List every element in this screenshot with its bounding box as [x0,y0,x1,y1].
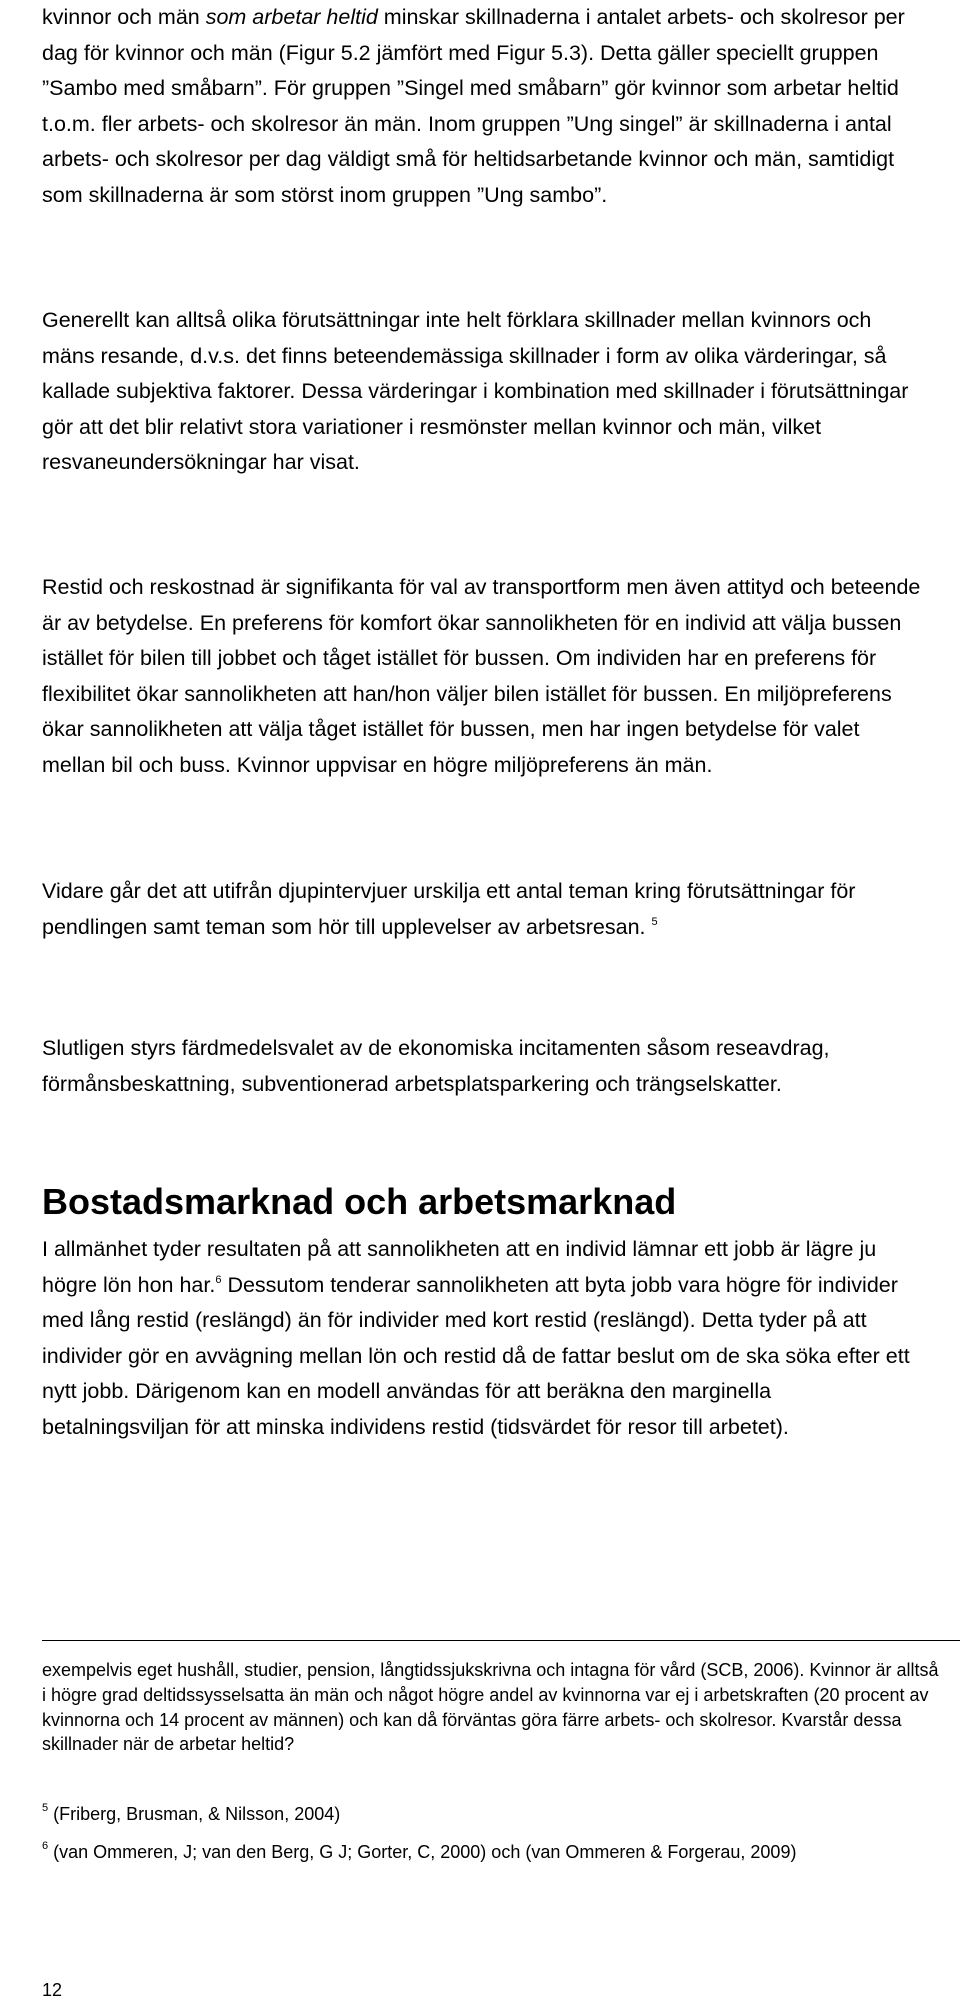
body-paragraph: Slutligen styrs färdmedelsvalet av de ekonomiska incitamenten såsom reseavdrag, förmånsbeskattning, subventionerad arbetsplatsparkering och trängselskatter. [42,1036,830,1096]
footnote-6 [42,1840,942,1865]
paragraph-text: minskar skillnaderna i antalet arbets- och skolresor per dag för kvinnor och män (Figur 5.2 jämfört med Figur 5.3). Detta gäller speciellt gruppen ”Sambo med småbarn”. För gruppen ”Singel med småbarn” gör kvinnor som arbetar heltid t.o.m. fler arbets- och skolresor än män. Inom gruppen ”Ung singel” är skillnaderna i antal arbets- och skolresor per dag väldigt små för heltidsarbetande kvinnor och män, samtidigt som skillnaderna är som störst inom gruppen ”Ung sambo”. [42,5,905,207]
page-number: 12 [42,1980,63,2000]
paragraph-text: Dessutom tenderar sannolikheten att byta jobb vara högre för individer med lång restid (reslängd) än för individer med kort restid (reslängd). Detta tyder på att individer gör en avvägning mellan lön och restid då de fattar beslut om de ska söka efter ett nytt jobb. Därigenom kan en modell användas för att beräkna den marginella betalningsviljan för att minska individens restid (tidsvärdet för resor till arbetet). [42,1272,910,1439]
body-paragraph: Restid och reskostnad är signifikanta för val av transportform men även attityd och beteende är av betydelse. En preferens för komfort ökar sannolikheten för en individ att välja bussen istället för bilen till jobbet och tåget istället för bussen. Om individen har en preferens för flexibilitet ökar sannolikheten att han/hon väljer bilen istället för bussen. En miljöpreferens ökar sannolikheten att välja tåget istället för bussen, men har ingen betydelse för valet mellan bil och buss. Kvinnor uppvisar en högre miljöpreferens än män. [42,575,921,777]
footnote-reference: 6 [215,1273,222,1286]
footnote-number: 6 [42,1840,49,1852]
body-paragraph [42,874,922,945]
emphasis-text: som arbetar heltid [205,5,378,29]
footnote-text: (van Ommeren, J; van den Berg, G J; Gorter, C, 2000) och (van Ommeren & Forgerau, 2009) [48,1842,797,1862]
footnote-separator [42,1640,960,1641]
paragraph-text: kvinnor och män [42,5,206,29]
footnote-5 [42,1802,942,1827]
footnote-continued: exempelvis eget hushåll, studier, pension, långtidssjukskrivna och intagna för vård (SCB, 2006). Kvinnor är alltså i högre grad deltidssysselsatta än män och något högre andel av kvinnorna var ej i arbetskraften (20 procent av kvinnorna och 14 procent av männen) och kan då förväntas göra färre arbets- och skolresor. Kvarstår dessa skillnader när de arbetar heltid? [42,1660,939,1755]
section-heading: Bostadsmarknad och arbetsmarknad [42,1181,677,1222]
paragraph-text: Vidare går det att utifrån djupintervjuer urskilja ett antal teman kring förutsättningar för pendlingen samt teman som hör till upplevelser av arbetsresan. [42,879,856,939]
body-paragraph [42,1232,922,1446]
footnote-reference: 5 [651,915,658,928]
footnote-text: (Friberg, Brusman, & Nilsson, 2004) [48,1804,341,1824]
body-paragraph: Generellt kan alltså olika förutsättningar inte helt förklara skillnader mellan kvinnors och mäns resande, d.v.s. det finns beteendemässiga skillnader i form av olika värderingar, så kallade subjektiva faktorer. Dessa värderingar i kombination med skillnader i förutsättningar gör att det blir relativt stora variationer i resmönster mellan kvinnor och män, vilket resvaneundersökningar har visat. [42,308,909,475]
paragraph-text: I allmänhet tyder resultaten på att sannolikheten att en individ lämnar ett jobb är lägre ju högre lön hon har. [42,1237,877,1297]
footnote-number: 5 [42,1802,49,1814]
body-paragraph [42,0,922,214]
